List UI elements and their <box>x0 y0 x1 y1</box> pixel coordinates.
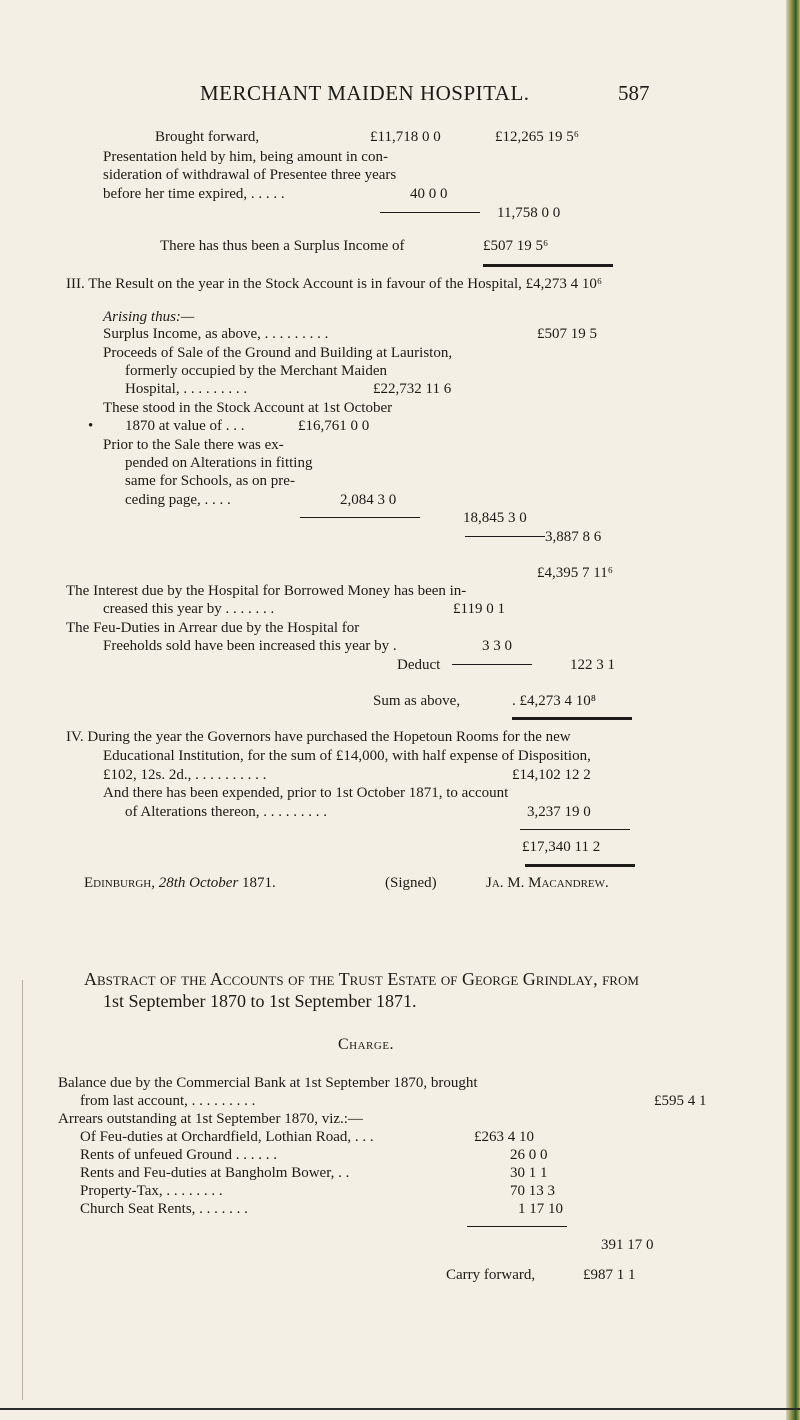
double-rule-surplus <box>483 264 613 267</box>
surplus-income-as-above: Surplus Income, as above, . . . . . . . . . <box>103 326 329 342</box>
brought-forward-amount-2: £12,265 19 5⁶ <box>495 129 579 145</box>
section-iv-line-3: £102, 12s. 2d., . . . . . . . . . . <box>103 767 267 783</box>
subtotal-11758: 11,758 0 0 <box>497 205 561 221</box>
section-iv-amount-1: £14,102 12 2 <box>512 767 591 783</box>
arrears-item-label: Property-Tax, . . . . . . . . <box>80 1183 223 1199</box>
place-date-italic: 28th October <box>158 875 239 891</box>
surplus-income-line: There has thus been a Surplus Income of <box>160 238 405 254</box>
arrears-item-amount: 26 0 0 <box>510 1147 548 1163</box>
arrears-item-label: Rents of unfeued Ground . . . . . . <box>80 1147 278 1163</box>
interest-line-1: The Interest due by the Hospital for Borrowed Money has been in- <box>66 583 467 599</box>
page-edge-binding <box>786 0 800 1420</box>
prior-line-2: pended on Alterations in fitting <box>125 455 313 471</box>
sum-18845: 18,845 3 0 <box>463 510 527 526</box>
carry-forward-label: Carry forward, <box>446 1267 536 1283</box>
charge-heading: Charge. <box>338 1036 395 1053</box>
signatory-name: Ja. M. Macandrew. <box>486 875 609 891</box>
stood-amount: £16,761 0 0 <box>298 418 370 434</box>
proceeds-line-3: Hospital, . . . . . . . . . <box>125 381 248 397</box>
rule-sum-1 <box>465 536 545 537</box>
arrears-item-amount: 30 1 1 <box>510 1165 548 1181</box>
proceeds-amount: £22,732 11 6 <box>373 381 452 397</box>
interest-amount: £119 0 1 <box>453 601 505 617</box>
sum-as-above-amount: . £4,273 4 10⁸ <box>512 693 596 709</box>
balance-line-1: Balance due by the Commercial Bank at 1st September 1870, brought <box>58 1075 478 1091</box>
rule-presentation <box>380 212 480 213</box>
stood-line-1: These stood in the Stock Account at 1st October <box>103 400 393 416</box>
presentation-line-2: sideration of withdrawal of Presentee three years <box>103 167 397 183</box>
stood-line-2: 1870 at value of . . . <box>125 418 245 434</box>
sum-as-above-label: Sum as above, <box>373 693 461 709</box>
arrears-item-label: Of Feu-duties at Orchardfield, Lothian Road, . . . <box>80 1129 374 1145</box>
arrears-heading: Arrears outstanding at 1st September 1870, viz.:— <box>58 1111 363 1127</box>
deduct-amount: 122 3 1 <box>570 657 615 673</box>
total-4395: £4,395 7 11⁶ <box>537 565 613 581</box>
rule-section-iv <box>520 829 630 830</box>
rule-deduct <box>452 664 532 665</box>
rule-arrears <box>467 1226 567 1227</box>
proceeds-line-2: formerly occupied by the Merchant Maiden <box>125 363 387 379</box>
running-head: MERCHANT MAIDEN HOSPITAL. <box>200 81 530 105</box>
interest-line-2: creased this year by . . . . . . . <box>103 601 275 617</box>
arrears-item-amount: £263 4 10 <box>474 1129 534 1145</box>
prior-line-4: ceding page, . . . . <box>125 492 231 508</box>
deduct-label: Deduct <box>397 657 441 673</box>
prior-amount: 2,084 3 0 <box>340 492 397 508</box>
arrears-item-label: Church Seat Rents, . . . . . . . <box>80 1201 248 1217</box>
abstract-title-line-2: 1st September 1870 to 1st September 1871. <box>103 991 417 1011</box>
presentation-amount: 40 0 0 <box>410 186 448 202</box>
page-number: 587 <box>618 81 650 105</box>
bottom-edge-line <box>0 1408 800 1410</box>
arrears-item-label: Rents and Feu-duties at Bangholm Bower, . . <box>80 1165 350 1181</box>
bullet-dot: • <box>88 418 94 434</box>
presentation-line-3: before her time expired, . . . . . <box>103 186 285 202</box>
arrears-item-amount: 70 13 3 <box>510 1183 555 1199</box>
abstract-title-line-1: Abstract of the Accounts of the Trust Estate of George Grindlay, from <box>84 969 639 989</box>
brought-forward-amount-1: £11,718 0 0 <box>370 129 441 145</box>
feu-line-1: The Feu-Duties in Arrear due by the Hospital for <box>66 620 360 636</box>
section-iv-line-2: Educational Institution, for the sum of £14,000, with half expense of Disposition, <box>103 748 591 764</box>
carry-forward-amount: £987 1 1 <box>583 1267 636 1283</box>
sum-3887: 3,887 8 6 <box>545 529 602 545</box>
rule-prior <box>300 517 420 518</box>
prior-line-3: same for Schools, as on pre- <box>125 473 295 489</box>
balance-line-2: from last account, . . . . . . . . . <box>80 1093 256 1109</box>
surplus-income-amount: £507 19 5⁶ <box>483 238 549 254</box>
presentation-line-1: Presentation held by him, being amount in con- <box>103 149 388 165</box>
arrears-item-amount: 1 17 10 <box>518 1201 563 1217</box>
feu-amount: 3 3 0 <box>482 638 512 654</box>
brought-forward-label: Brought forward, <box>155 129 260 145</box>
section-iv-line-4: And there has been expended, prior to 1st October 1871, to account <box>103 785 509 801</box>
proceeds-line-1: Proceeds of Sale of the Ground and Building at Lauriston, <box>103 345 453 361</box>
double-rule-sum-above <box>512 717 632 720</box>
surplus-income-as-above-amount: £507 19 5 <box>537 326 597 342</box>
arising-thus: Arising thus:— <box>103 309 195 325</box>
section-iv-amount-2: 3,237 19 0 <box>527 804 591 820</box>
section-iv-line-5: of Alterations thereon, . . . . . . . . . <box>125 804 328 820</box>
double-rule-section-iv <box>525 864 635 867</box>
signed-label: (Signed) <box>385 875 437 891</box>
feu-line-2: Freeholds sold have been increased this year by . <box>103 638 397 654</box>
place-date <box>84 874 276 892</box>
place-date-year: 1871. <box>242 875 276 891</box>
prior-line-1: Prior to the Sale there was ex- <box>103 437 284 453</box>
balance-amount: £595 4 1 <box>654 1093 707 1109</box>
place-date-prefix: Edinburgh, <box>84 875 155 891</box>
section-iv-total: £17,340 11 2 <box>522 839 601 855</box>
arrears-total: 391 17 0 <box>601 1237 654 1253</box>
section-iii-heading: III. The Result on the year in the Stock Account is in favour of the Hospital, £4,273 4 10⁶ <box>66 276 603 292</box>
section-iv-line-1: IV. During the year the Governors have purchased the Hopetoun Rooms for the new <box>66 729 571 745</box>
left-margin-line <box>22 980 23 1400</box>
